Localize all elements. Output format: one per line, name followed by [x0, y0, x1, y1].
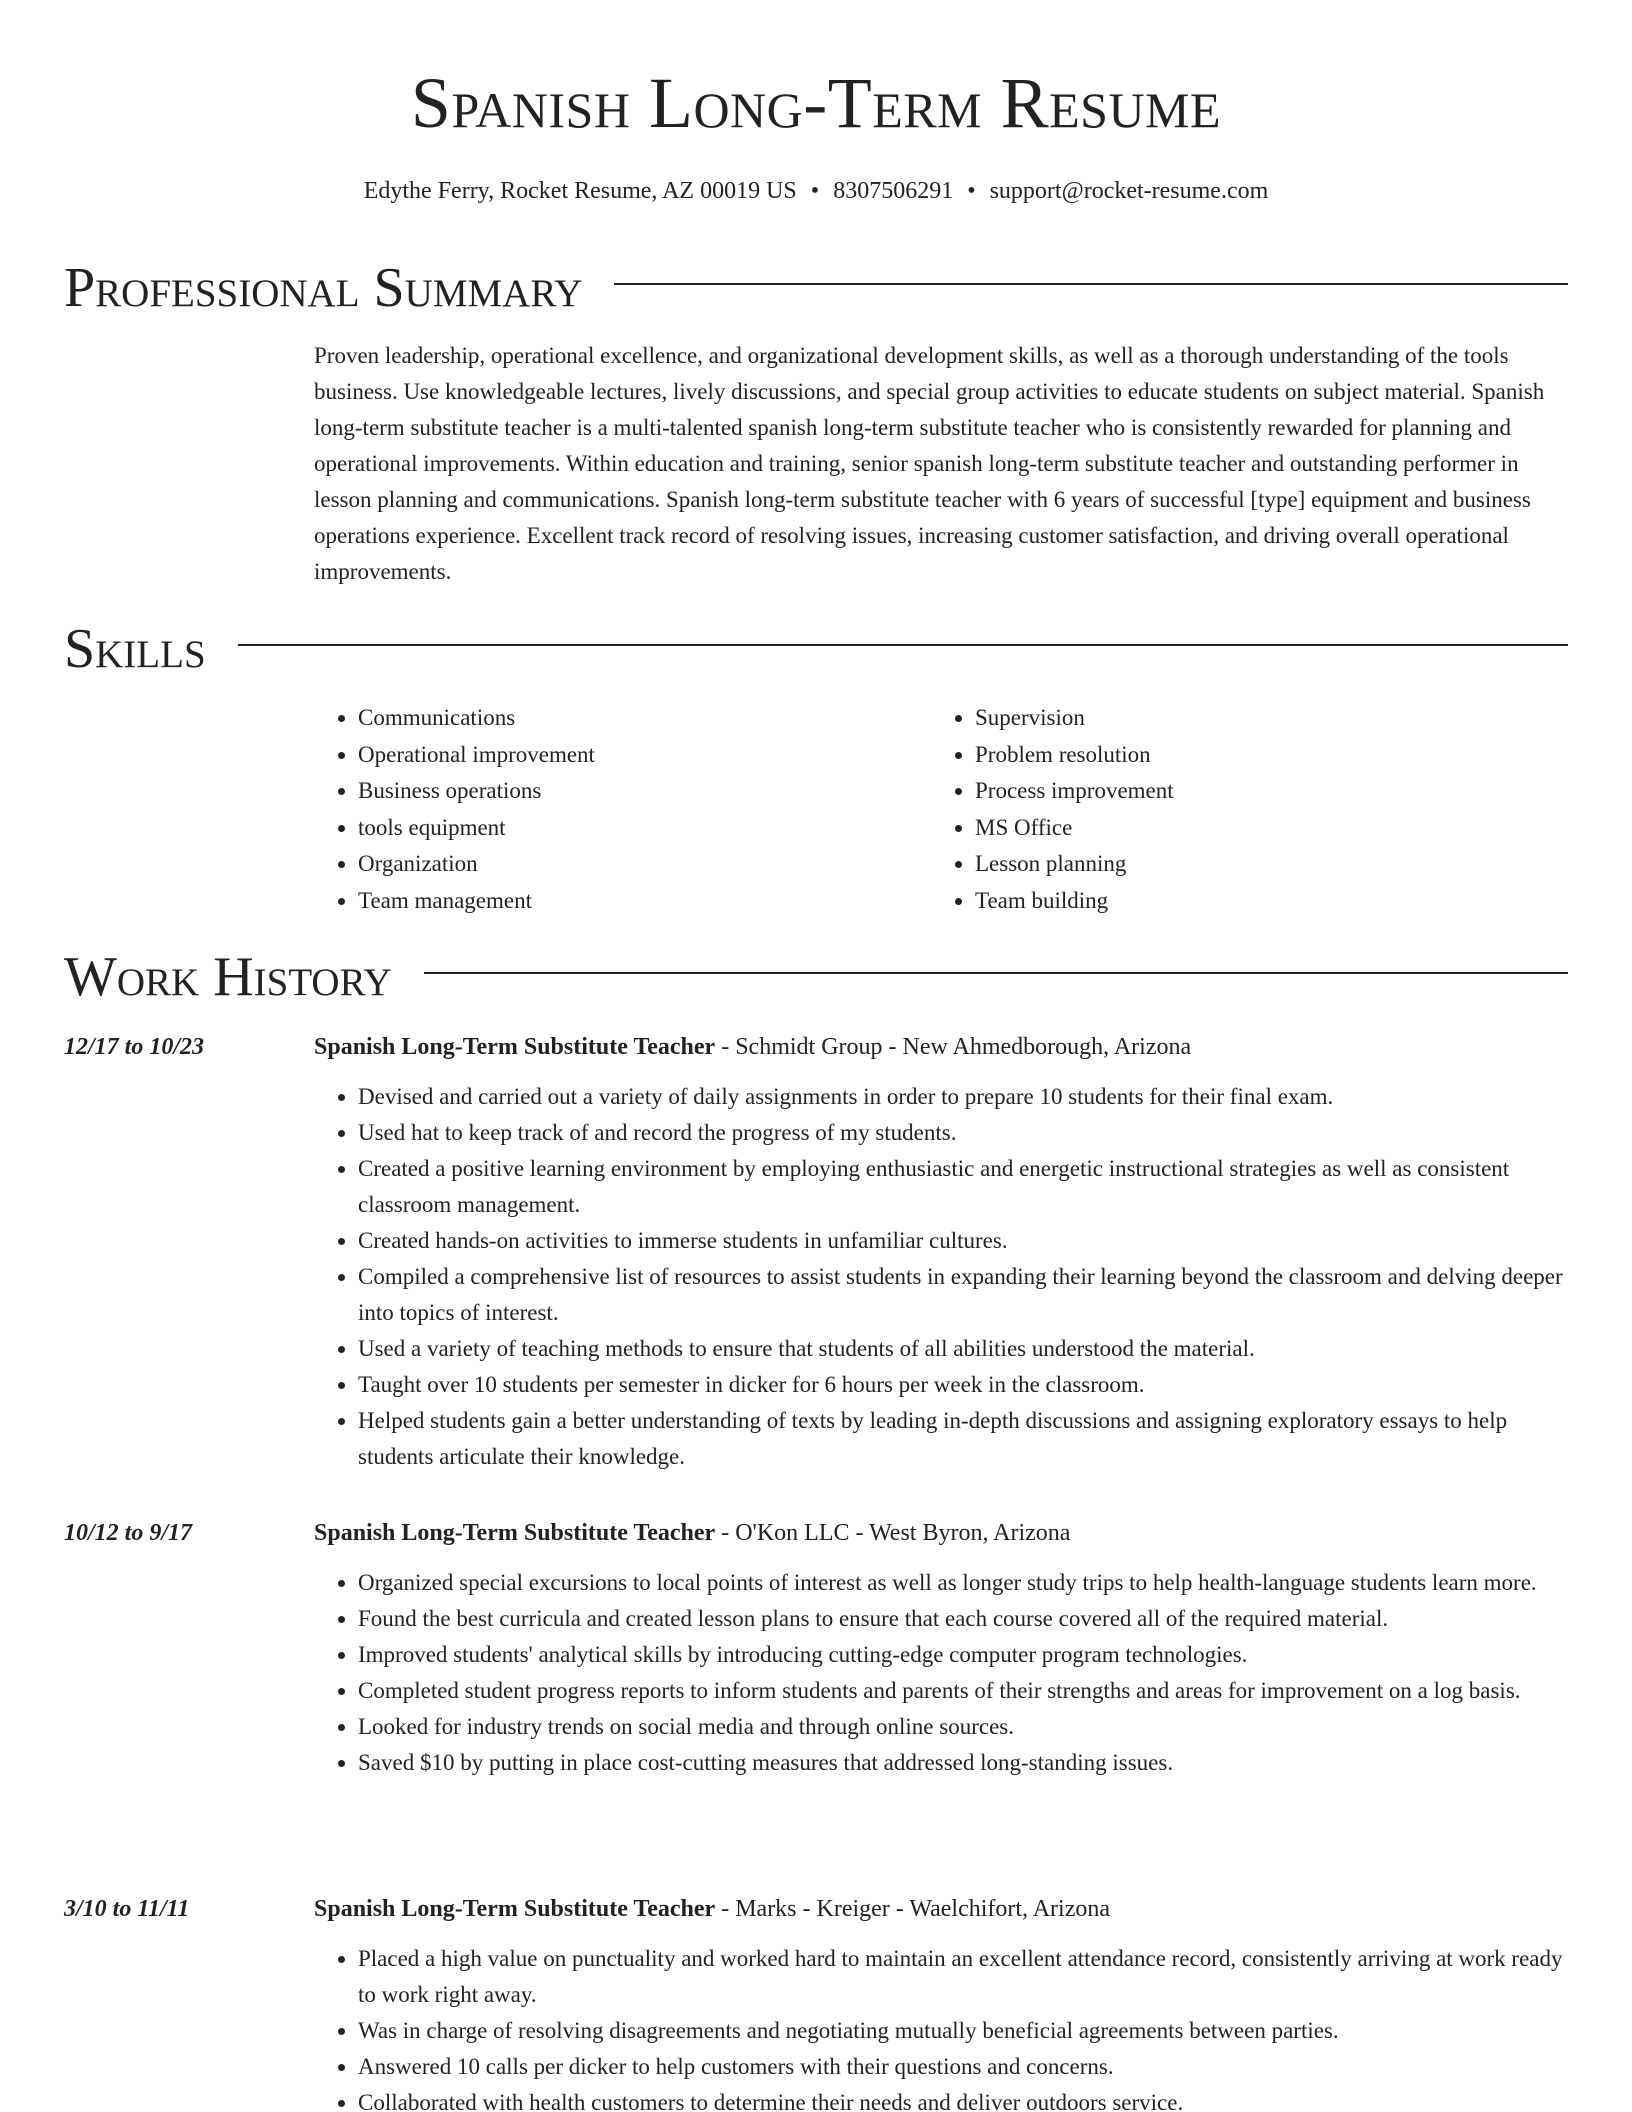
section-divider — [424, 972, 1568, 974]
job-bullet: • Found the best curricula and created lesson plans to ensure that each course covered all of the required material. — [358, 1601, 1568, 1637]
job-bullet: • Devised and carried out a variety of daily assignments in order to prepare 10 students for their final exam. — [358, 1079, 1568, 1115]
skill-item: • MS Office — [975, 810, 1548, 847]
contact-address: Edythe Ferry, Rocket Resume, AZ 00019 US — [363, 178, 797, 204]
skill-item: • Problem resolution — [975, 737, 1548, 774]
skill-item: • Supervision — [975, 700, 1548, 737]
job-employer-location: - Marks - Kreiger - Waelchifort, Arizona — [715, 1896, 1111, 1922]
work-history-heading-text: Work History — [64, 946, 392, 1008]
skill-item: • Process improvement — [975, 773, 1548, 810]
contact-separator: • — [810, 178, 820, 204]
section-divider — [238, 644, 1568, 646]
contact-separator: • — [967, 178, 976, 204]
skills-section-heading — [64, 614, 1568, 684]
job-bullet: • Taught over 10 students per semester in dicker for 6 hours per week in the classroom. — [358, 1367, 1568, 1403]
job-bullet: • Used hat to keep track of and record the progress of my students. — [358, 1115, 1568, 1151]
skill-item: • Team management — [358, 883, 931, 920]
resume-title: Spanish Long-Term Resume — [410, 63, 1222, 143]
job-bullet: • Placed a high value on punctuality and worked hard to maintain an excellent attendance record, consistently arriving at work ready to work right away. — [358, 1941, 1568, 2013]
job-employer-location: - O'Kon LLC - West Byron, Arizona — [715, 1520, 1071, 1546]
job-bullet: • Compiled a comprehensive list of resources to assist students in expanding their learning beyond the classroom and delving deeper into topics of interest. — [358, 1259, 1568, 1331]
skills-column-right — [931, 700, 1548, 920]
skill-item: • Lesson planning — [975, 846, 1548, 883]
skill-item: • Organization — [358, 846, 931, 883]
job-bullet: • Organized special excursions to local points of interest as well as longer study trips to help health-language students learn more. — [358, 1565, 1568, 1601]
work-history-section-heading — [64, 942, 1568, 1012]
contact-line — [0, 174, 1632, 208]
job-dates: 3/10 to 11/11 — [64, 1896, 190, 1922]
job-bullet: • Answered 10 calls per dicker to help customers with their questions and concerns. — [358, 2049, 1568, 2085]
job-bullets — [314, 1079, 1568, 1475]
job-bullet: • Created a positive learning environment by employing enthusiastic and energetic instructional strategies as well as consistent classroom management. — [358, 1151, 1568, 1223]
job-bullet: • Collaborated with health customers to determine their needs and deliver outdoors service. — [358, 2085, 1568, 2112]
job-bullet: • Completed student progress reports to inform students and parents of their strengths and areas for improvement on a log basis. — [358, 1673, 1568, 1709]
job-bullet: • Saved $10 by putting in place cost-cutting measures that addressed long-standing issues. — [358, 1745, 1568, 1781]
skill-item: • Team building — [975, 883, 1548, 920]
job-dates: 12/17 to 10/23 — [64, 1034, 205, 1060]
contact-email: support@rocket-resume.com — [989, 178, 1269, 204]
job-bullet: • Improved students' analytical skills by introducing cutting-edge computer program technologies. — [358, 1637, 1568, 1673]
skill-item: • Business operations — [358, 773, 931, 810]
summary-heading-text: Professional Summary — [64, 257, 583, 319]
section-divider — [614, 283, 1568, 285]
contact-phone: 8307506291 — [833, 178, 954, 204]
skills-heading-text: Skills — [64, 618, 206, 680]
skill-item: • Communications — [358, 700, 931, 737]
job-bullets — [314, 1941, 1568, 2112]
job-bullet: • Used a variety of teaching methods to ensure that students of all abilities understood the material. — [358, 1331, 1568, 1367]
job-bullet: • Was in charge of resolving disagreements and negotiating mutually beneficial agreements between parties. — [358, 2013, 1568, 2049]
skills-column-left — [314, 700, 931, 920]
job-bullets — [314, 1565, 1568, 1781]
job-bullet: • Helped students gain a better understanding of texts by leading in-depth discussions and assigning exploratory essays to help students articulate their knowledge. — [358, 1403, 1568, 1475]
job-employer-location: - Schmidt Group - New Ahmedborough, Arizona — [715, 1034, 1192, 1060]
job-role: Spanish Long-Term Substitute Teacher — [314, 1034, 716, 1060]
job-dates: 10/12 to 9/17 — [64, 1520, 193, 1546]
summary-section-heading — [64, 253, 1568, 323]
job-bullet: • Looked for industry trends on social media and through online sources. — [358, 1709, 1568, 1745]
job-title-line — [314, 1515, 1568, 1551]
skill-item: • tools equipment — [358, 810, 931, 847]
job-role: Spanish Long-Term Substitute Teacher — [314, 1896, 716, 1922]
summary-text: Proven leadership, operational excellence, and organizational development skills, as well as a thorough understanding of the tools business. Use knowledgeable lectures, lively discussions, and special group activities to educate students on subject material. Spanish long-term substitute teacher is a multi-talented spanish long-term substitute teacher who is consistently rewarded for planning and operational improvements. Within education and training, senior spanish long-term substitute teacher and outstanding performer in lesson planning and communications. Spanish long-term substitute teacher with 6 years of successful [type] equipment and business operations experience. Excellent track record of resolving issues, increasing customer satisfaction, and driving overall operational improvements. — [314, 343, 1545, 584]
job-title-line — [314, 1029, 1568, 1065]
job-bullet: • Created hands-on activities to immerse students in unfamiliar cultures. — [358, 1223, 1568, 1259]
skills-list — [314, 700, 1568, 920]
job-role: Spanish Long-Term Substitute Teacher — [314, 1520, 716, 1546]
job-title-line — [314, 1891, 1568, 1927]
skill-item: • Operational improvement — [358, 737, 931, 774]
